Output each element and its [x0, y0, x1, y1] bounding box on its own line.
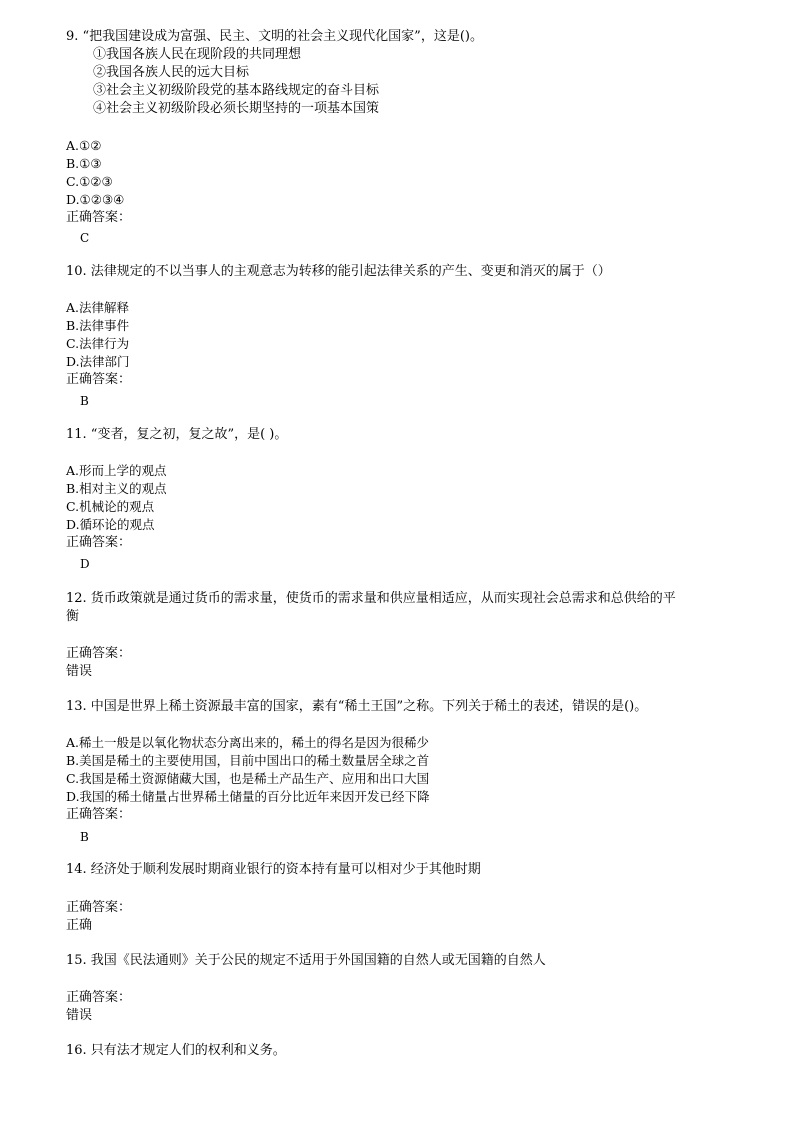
- question-11-option-c: C.机械论的观点: [66, 499, 155, 514]
- question-10-answer-label: 正确答案：: [66, 372, 132, 387]
- question-13-option-a: A.稀土一般是以氧化物状态分离出来的，稀土的得名是因为很稀少: [66, 735, 430, 750]
- question-14-answer: 正确: [66, 918, 93, 933]
- question-13-title: 13. 中国是世界上稀土资源最丰富的国家，素有“稀土王国”之称。下列关于稀土的表述，错误的是()。: [66, 699, 648, 714]
- question-10-answer: B: [80, 394, 89, 408]
- question-9-title: 9. “把我国建设成为富强、民主、文明的社会主义现代化国家”，这是()。: [66, 29, 483, 44]
- question-13-answer: B: [80, 830, 89, 844]
- question-9-option-b: B.①③: [66, 156, 102, 171]
- question-10-option-d: D.法律部门: [66, 354, 130, 369]
- question-9-answer-label: 正确答案：: [66, 210, 132, 225]
- question-16-title: 16. 只有法才规定人们的权利和义务。: [66, 1043, 286, 1058]
- question-15-answer-label: 正确答案：: [66, 990, 132, 1005]
- question-9-statement-3: ③社会主义初级阶段党的基本路线规定的奋斗目标: [93, 83, 380, 98]
- question-11-option-a: A.形而上学的观点: [66, 463, 167, 478]
- question-13-option-c: C.我国是稀土资源储藏大国，也是稀土产品生产、应用和出口大国: [66, 771, 430, 786]
- question-11-title: 11. “变者，复之初，复之故”，是( )。: [66, 427, 288, 442]
- question-11-answer: D: [80, 557, 90, 571]
- question-12-title-line-1: 12. 货币政策就是通过货币的需求量，使货币的需求量和供应量相适应，从而实现社会总需求和总供给的平: [66, 591, 676, 606]
- question-9-statement-1: ①我国各族人民在现阶段的共同理想: [93, 47, 302, 62]
- question-9-option-d: D.①②③④: [66, 192, 125, 207]
- question-10-title: 10. 法律规定的不以当事人的主观意志为转移的能引起法律关系的产生、变更和消灭的属于（）: [66, 264, 611, 279]
- question-9-option-c: C.①②③: [66, 174, 113, 189]
- question-11-option-b: B.相对主义的观点: [66, 481, 167, 496]
- question-11-answer-label: 正确答案：: [66, 535, 132, 550]
- question-13-option-b: B.美国是稀土的主要使用国，目前中国出口的稀土数量居全球之首: [66, 753, 430, 768]
- question-12-title-line-2: 衡: [66, 609, 80, 624]
- question-14-answer-label: 正确答案：: [66, 900, 132, 915]
- question-13-answer-label: 正确答案：: [66, 807, 132, 822]
- question-12-answer: 错误: [66, 664, 93, 679]
- question-10-option-b: B.法律事件: [66, 318, 130, 333]
- question-11-option-d: D.循环论的观点: [66, 517, 155, 532]
- question-9-statement-4: ④社会主义初级阶段必须长期坚持的一项基本国策: [93, 101, 380, 116]
- question-12-answer-label: 正确答案：: [66, 646, 132, 661]
- question-13-option-d: D.我国的稀土储量占世界稀土储量的百分比近年来因开发已经下降: [66, 789, 430, 804]
- question-9-option-a: A.①②: [66, 138, 102, 153]
- question-10-option-a: A.法律解释: [66, 300, 130, 315]
- question-15-answer: 错误: [66, 1008, 93, 1023]
- question-10-option-c: C.法律行为: [66, 336, 130, 351]
- question-9-answer: C: [80, 231, 90, 245]
- question-15-title: 15. 我国《民法通则》关于公民的规定不适用于外国国籍的自然人或无国籍的自然人: [66, 953, 546, 968]
- question-14-title: 14. 经济处于顺利发展时期商业银行的资本持有量可以相对少于其他时期: [66, 862, 481, 877]
- question-9-statement-2: ②我国各族人民的远大目标: [93, 65, 250, 80]
